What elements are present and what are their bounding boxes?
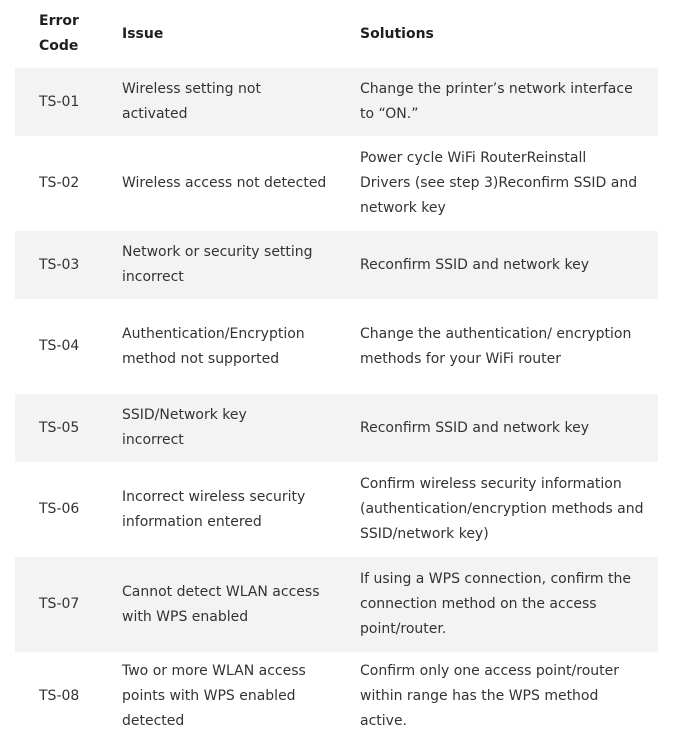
error-code: TS-06: [39, 501, 80, 517]
issue-text: Incorrect wireless security information entered: [122, 488, 306, 530]
issue-text: Cannot detect WLAN access with WPS enabled: [122, 557, 360, 652]
table-row: [15, 68, 658, 136]
solution-text: Confirm only one access point/router within range has the WPS method active.: [360, 663, 619, 729]
solution-text: Power cycle WiFi RouterReinstall Drivers (see step 3)Reconfirm SSID and network key: [360, 150, 638, 216]
solution-text: If using a WPS connection, confirm the connection method on the access point/router.: [360, 557, 658, 652]
table-row: [15, 652, 658, 741]
header-issue: Issue: [122, 25, 164, 42]
issue-text: Wireless access not detected: [122, 175, 327, 191]
error-code: TS-05: [15, 394, 122, 462]
table-row: [15, 231, 658, 299]
table-row: [15, 299, 658, 394]
header-solutions: Solutions: [360, 25, 434, 42]
error-code: TS-03: [15, 231, 122, 299]
solution-text: Reconfirm SSID and network key: [360, 394, 658, 462]
solution-text: Confirm wireless security information (authentication/encryption methods and SSID/network key): [360, 476, 644, 542]
table-row: [15, 462, 658, 557]
table-header-row: [15, 0, 658, 68]
error-code: TS-07: [15, 557, 122, 652]
error-code: TS-08: [39, 688, 80, 704]
table-row: [15, 557, 658, 652]
error-code-table: [15, 0, 658, 741]
issue-text: Network or security setting incorrect: [122, 231, 360, 299]
table-row: [15, 394, 658, 462]
header-error-code: Error Code: [39, 13, 79, 54]
issue-text: Wireless setting not activated: [122, 68, 360, 136]
table-row: [15, 136, 658, 231]
issue-text: Two or more WLAN access points with WPS enabled detected: [122, 663, 306, 729]
solution-text: Change the authentication/ encryption methods for your WiFi router: [360, 325, 632, 367]
error-code: TS-02: [39, 175, 80, 191]
error-code: TS-04: [39, 338, 80, 354]
issue-text: SSID/Network key incorrect: [122, 394, 360, 462]
issue-text: Authentication/Encryption method not supported: [122, 325, 305, 367]
error-code: TS-01: [15, 68, 122, 136]
solution-text: Change the printer’s network interface to “ON.”: [360, 68, 658, 136]
solution-text: Reconfirm SSID and network key: [360, 231, 658, 299]
